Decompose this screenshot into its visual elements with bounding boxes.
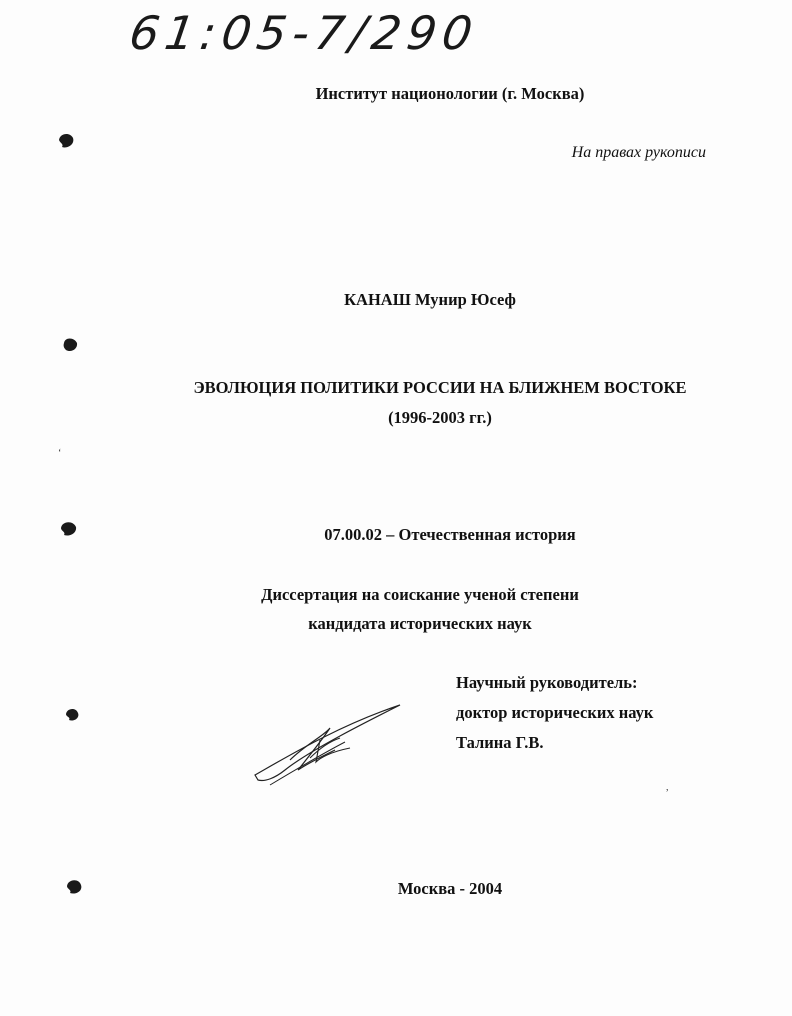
punch-hole-mark [60,334,80,354]
rights-note: На правах рукописи [571,144,706,161]
supervisor-label: Научный руководитель: [456,673,638,692]
degree-line-1: Диссертация на соискание ученой степени [261,585,579,604]
institute-name: Институт национологии (г. Москва) [315,84,585,103]
degree-line-2: кандидата исторических наук [308,614,532,633]
specialty-code: 07.00.02 – Отечественная история [324,525,576,544]
punch-hole-mark [62,704,82,724]
scan-speck: , [666,782,669,793]
punch-hole-mark [58,518,78,538]
archive-code: 61:05-7/290 [126,6,482,60]
punch-hole-mark [64,876,84,896]
thesis-years: (1996-2003 гг.) [388,408,492,427]
supervisor-name: Талина Г.В. [456,733,544,752]
thesis-title: ЭВОЛЮЦИЯ ПОЛИТИКИ РОССИИ НА БЛИЖНЕМ ВОСТОКЕ [193,378,687,397]
supervisor-degree: доктор исторических наук [456,703,654,722]
signature [250,700,410,790]
scan-speck: ‘ [58,448,62,459]
punch-hole-mark [56,130,76,150]
author-name: КАНАШ Мунир Юсеф [344,290,516,309]
city-year: Москва - 2004 [397,879,503,898]
